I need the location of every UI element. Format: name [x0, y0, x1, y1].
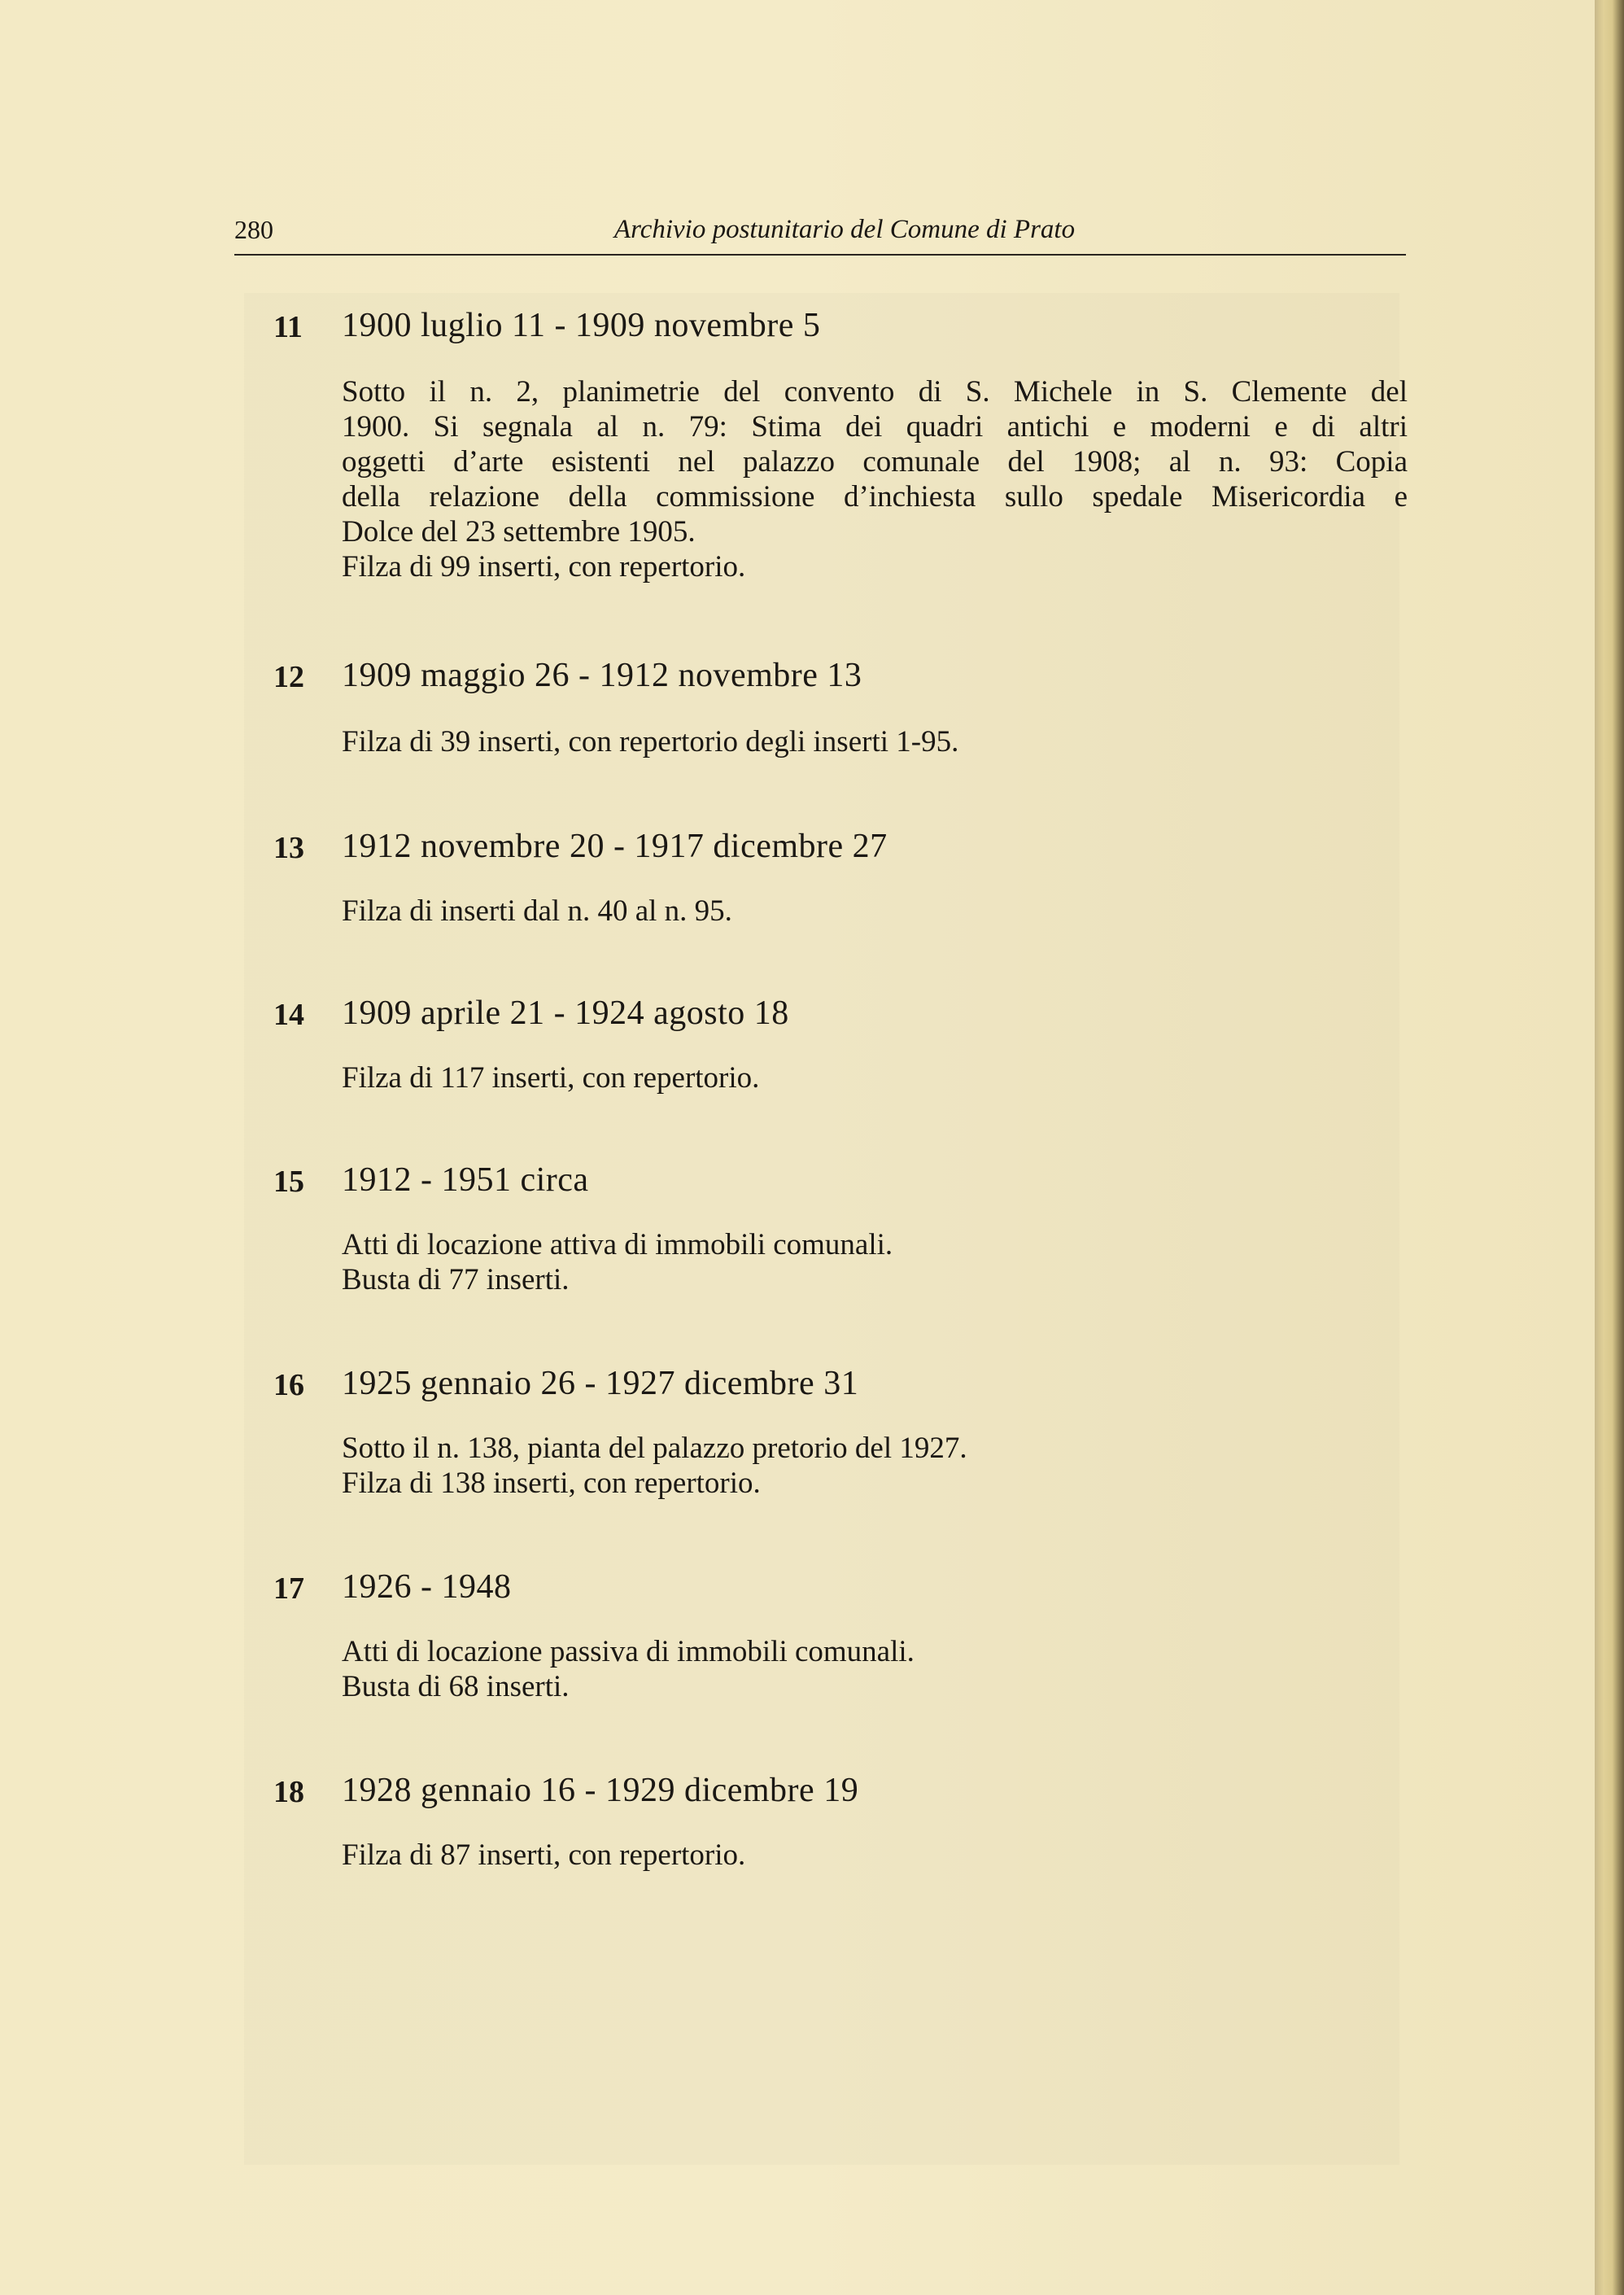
description-line: oggetti d’arte esistenti nel palazzo comunale del 1908; al n. 93: Copia	[342, 445, 1408, 479]
description-line: Sotto il n. 138, pianta del palazzo pretorio del 1927.	[342, 1432, 967, 1465]
description-line: Filza di inserti dal n. 40 al n. 95.	[342, 894, 732, 928]
description-line: Sotto il n. 2, planimetrie del convento di S. Michele in S. Clemente del	[342, 375, 1408, 409]
entry-number: 15	[273, 1165, 304, 1199]
entry-date-range: 1900 luglio 11 - 1909 novembre 5	[342, 307, 821, 344]
running-title: Archivio postunitario del Comune di Prato	[613, 215, 1076, 244]
running-header	[234, 212, 1406, 256]
entry-description	[342, 1838, 1408, 1873]
description-line: Busta di 68 inserti.	[342, 1670, 570, 1703]
entry-description	[342, 1431, 1408, 1501]
description-line: Filza di 99 inserti, con repertorio.	[342, 550, 746, 584]
entry-date-range: 1926 - 1948	[342, 1568, 512, 1606]
entry-description	[342, 724, 1408, 759]
entry-number: 11	[273, 310, 303, 344]
entry-number: 13	[273, 831, 304, 865]
entry-date-range: 1909 aprile 21 - 1924 agosto 18	[342, 994, 789, 1032]
entry-number: 18	[273, 1775, 304, 1809]
entry-description	[342, 1634, 1408, 1704]
page-number: 280	[234, 215, 273, 244]
page-edge-shadow	[1595, 0, 1624, 2295]
entry-date-range: 1912 novembre 20 - 1917 dicembre 27	[342, 828, 888, 865]
entry-date-range: 1909 maggio 26 - 1912 novembre 13	[342, 657, 862, 694]
description-line: Atti di locazione attiva di immobili comunali.	[342, 1228, 893, 1261]
description-line: Dolce del 23 settembre 1905.	[342, 515, 696, 549]
description-line: Filza di 117 inserti, con repertorio.	[342, 1061, 760, 1095]
entry-date-range: 1925 gennaio 26 - 1927 dicembre 31	[342, 1365, 859, 1402]
entry-description	[342, 894, 1408, 929]
entry-description	[342, 1060, 1408, 1095]
description-line: Filza di 39 inserti, con repertorio degli inserti 1-95.	[342, 725, 959, 758]
entry-number: 14	[273, 998, 304, 1032]
description-line: della relazione della commissione d’inchiesta sullo spedale Misericordia e	[342, 480, 1408, 514]
description-line: Filza di 87 inserti, con repertorio.	[342, 1838, 746, 1872]
entry-date-range: 1928 gennaio 16 - 1929 dicembre 19	[342, 1772, 859, 1809]
entry-number: 12	[273, 660, 304, 694]
description-line: Atti di locazione passiva di immobili comunali.	[342, 1635, 915, 1668]
entry-description	[342, 374, 1408, 584]
description-line: Busta di 77 inserti.	[342, 1263, 570, 1296]
entry-date-range: 1912 - 1951 circa	[342, 1161, 589, 1199]
description-line: Filza di 138 inserti, con repertorio.	[342, 1467, 761, 1500]
entry-number: 17	[273, 1572, 304, 1606]
entry-description	[342, 1227, 1408, 1297]
description-line: 1900. Si segnala al n. 79: Stima dei quadri antichi e moderni e di altri	[342, 410, 1408, 444]
entry-number: 16	[273, 1368, 304, 1402]
